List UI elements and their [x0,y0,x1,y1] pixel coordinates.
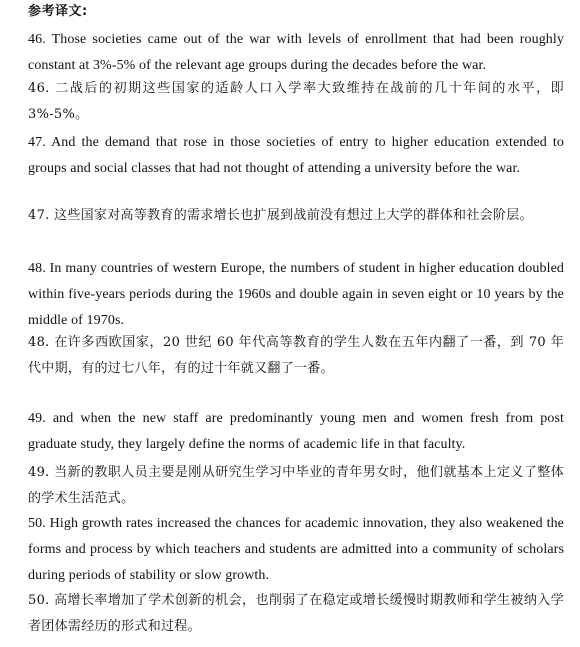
item-50-number-zh: 50. [28,593,50,608]
item-49-number: 49. [28,411,46,426]
item-49-chinese [28,460,564,512]
item-49-english [28,406,564,458]
item-50-chinese [28,588,564,640]
item-50-chinese-text: 高增长率增加了学术创新的机会，也削弱了在稳定或增长缓慢时期教师和学生被纳入学者团体需经历的形式和过程。 [28,593,564,634]
item-49-english-text: and when the new staff are predominantly young men and women fresh from post graduate study, they largely define the norms of academic life in that faculty. [28,411,564,452]
item-50-english [28,511,564,589]
item-48-chinese [28,330,564,382]
item-48-english-text: In many countries of western Europe, the numbers of student in higher education doubled within five-years periods during the 1960s and double again in seven eight or 10 years by the middle of 1970s. [28,261,564,328]
item-46-english-text: Those societies came out of the war with levels of enrollment that had been roughly constant at 3%-5% of the relevant age groups during the decades before the war. [28,32,564,73]
item-46-english [28,27,564,79]
item-50-english-text: High growth rates increased the chances for academic innovation, they also weakened the forms and process by which teachers and students are admitted into a community of scholars during periods of stability or slow growth. [28,516,564,583]
item-47-chinese-text: 这些国家对高等教育的需求增长也扩展到战前没有想过上大学的群体和社会阶层。 [54,208,533,223]
item-47-number: 47. [28,135,46,150]
item-49-number-zh: 49. [28,465,50,480]
section-heading: 参考译文: [28,4,88,19]
item-47-chinese [28,203,564,229]
item-46-number-zh: 46. [28,81,50,96]
item-47-number-zh: 47. [28,208,50,223]
item-47-english [28,130,564,182]
item-48-number: 48. [28,261,46,276]
item-46-chinese-text: 二战后的初期这些国家的适龄人口入学率大致维持在战前的几十年间的水平，即 3%-5%。 [28,81,564,122]
item-48-number-zh: 48. [28,335,50,350]
item-48-english [28,256,564,334]
item-46-chinese [28,76,564,128]
item-50-number: 50. [28,516,46,531]
item-48-chinese-text: 在许多西欧国家，20 世纪 60 年代高等教育的学生人数在五年内翻了一番，到 70 年代中期，有的过七八年，有的过十年就又翻了一番。 [28,335,564,376]
item-46-number: 46. [28,32,46,47]
item-47-english-text: And the demand that rose in those societies of entry to higher education extended to groups and social classes that had not thought of attending a university before the war. [28,135,564,176]
item-49-chinese-text: 当新的教职人员主要是刚从研究生学习中毕业的青年男女时，他们就基本上定义了整体的学术生活范式。 [28,465,564,506]
